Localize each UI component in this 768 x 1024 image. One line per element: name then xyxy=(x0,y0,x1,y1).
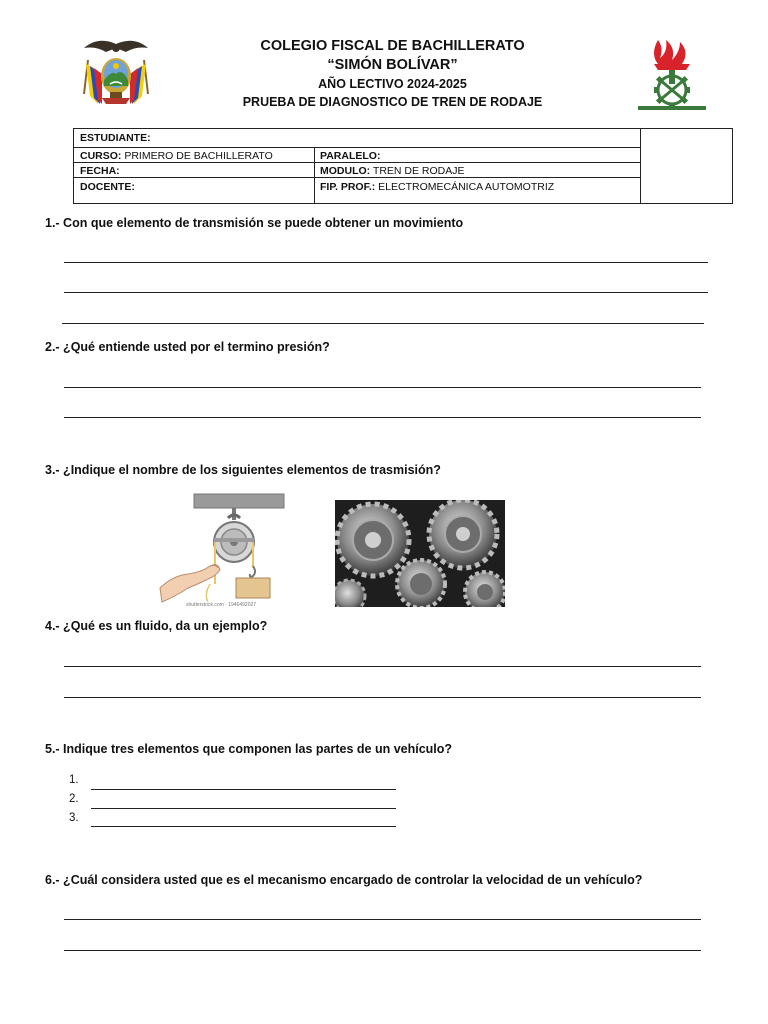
date-field[interactable] xyxy=(80,164,120,178)
answer-line[interactable] xyxy=(64,697,701,698)
course-field xyxy=(80,149,273,163)
list-item xyxy=(69,793,79,805)
question-2: 2.- ¿Qué entiende usted por el termino presión? xyxy=(45,340,330,354)
answer-line[interactable] xyxy=(64,919,701,920)
answer-line[interactable] xyxy=(62,323,704,324)
fip-field xyxy=(320,180,554,194)
answer-line[interactable] xyxy=(64,950,701,951)
student-label: ESTUDIANTE: xyxy=(80,132,151,144)
list-item xyxy=(69,774,79,786)
question-5: 5.- Indique tres elementos que componen las partes de un vehículo? xyxy=(45,742,453,756)
fip-label: FIP. PROF.: xyxy=(320,181,376,193)
school-subname: “SIMÓN BOLÍVAR” xyxy=(327,57,458,73)
school-name: COLEGIO FISCAL DE BACHILLERATO xyxy=(260,38,525,54)
student-info-table xyxy=(73,128,733,204)
list-item xyxy=(69,812,79,824)
teacher-label: DOCENTE: xyxy=(80,181,135,193)
answer-line[interactable] xyxy=(91,789,396,790)
question-1: 1.- Con que elemento de transmisión se puede obtener un movimiento xyxy=(45,216,464,230)
module-field xyxy=(320,164,465,178)
answer-line[interactable] xyxy=(64,666,701,667)
ecuador-coat-of-arms-icon xyxy=(80,34,152,108)
module-label: MODULO: xyxy=(320,165,371,177)
question-6: 6.- ¿Cuál considera usted que es el mecanismo encargado de controlar la velocidad de un vehículo? xyxy=(45,873,643,887)
course-label: CURSO: xyxy=(80,150,122,162)
answer-line[interactable] xyxy=(64,417,701,418)
date-label: FECHA: xyxy=(80,165,120,177)
answer-line[interactable] xyxy=(64,262,708,263)
parallel-label: PARALELO: xyxy=(320,150,381,162)
question-4: 4.- ¿Qué es un fluido, da un ejemplo? xyxy=(45,619,268,633)
gears-icon xyxy=(335,500,505,607)
test-title: PRUEBA DE DIAGNOSTICO DE TREN DE RODAJE xyxy=(242,95,543,109)
list-number: 3. xyxy=(69,812,79,824)
list-number: 2. xyxy=(69,793,79,805)
answer-line[interactable] xyxy=(91,808,396,809)
pulley-icon xyxy=(158,492,288,612)
answer-line[interactable] xyxy=(91,826,396,827)
document-header xyxy=(180,36,605,111)
school-gear-torch-logo-icon xyxy=(636,36,708,112)
fip-value: ELECTROMECÁNICA AUTOMOTRIZ xyxy=(378,181,555,193)
answer-line[interactable] xyxy=(64,292,708,293)
student-field[interactable] xyxy=(80,131,151,145)
course-value: PRIMERO DE BACHILLERATO xyxy=(124,150,273,162)
module-value: TREN DE RODAJE xyxy=(372,165,465,177)
question-3: 3.- ¿Indique el nombre de los siguientes elementos de trasmisión? xyxy=(45,463,441,477)
teacher-field[interactable] xyxy=(80,180,135,194)
pulley-caption: shutterstock.com · 1946492027 xyxy=(186,602,257,608)
answer-line[interactable] xyxy=(64,387,701,388)
school-year: AÑO LECTIVO 2024-2025 xyxy=(318,77,467,91)
parallel-field[interactable] xyxy=(320,149,380,163)
list-number: 1. xyxy=(69,774,79,786)
